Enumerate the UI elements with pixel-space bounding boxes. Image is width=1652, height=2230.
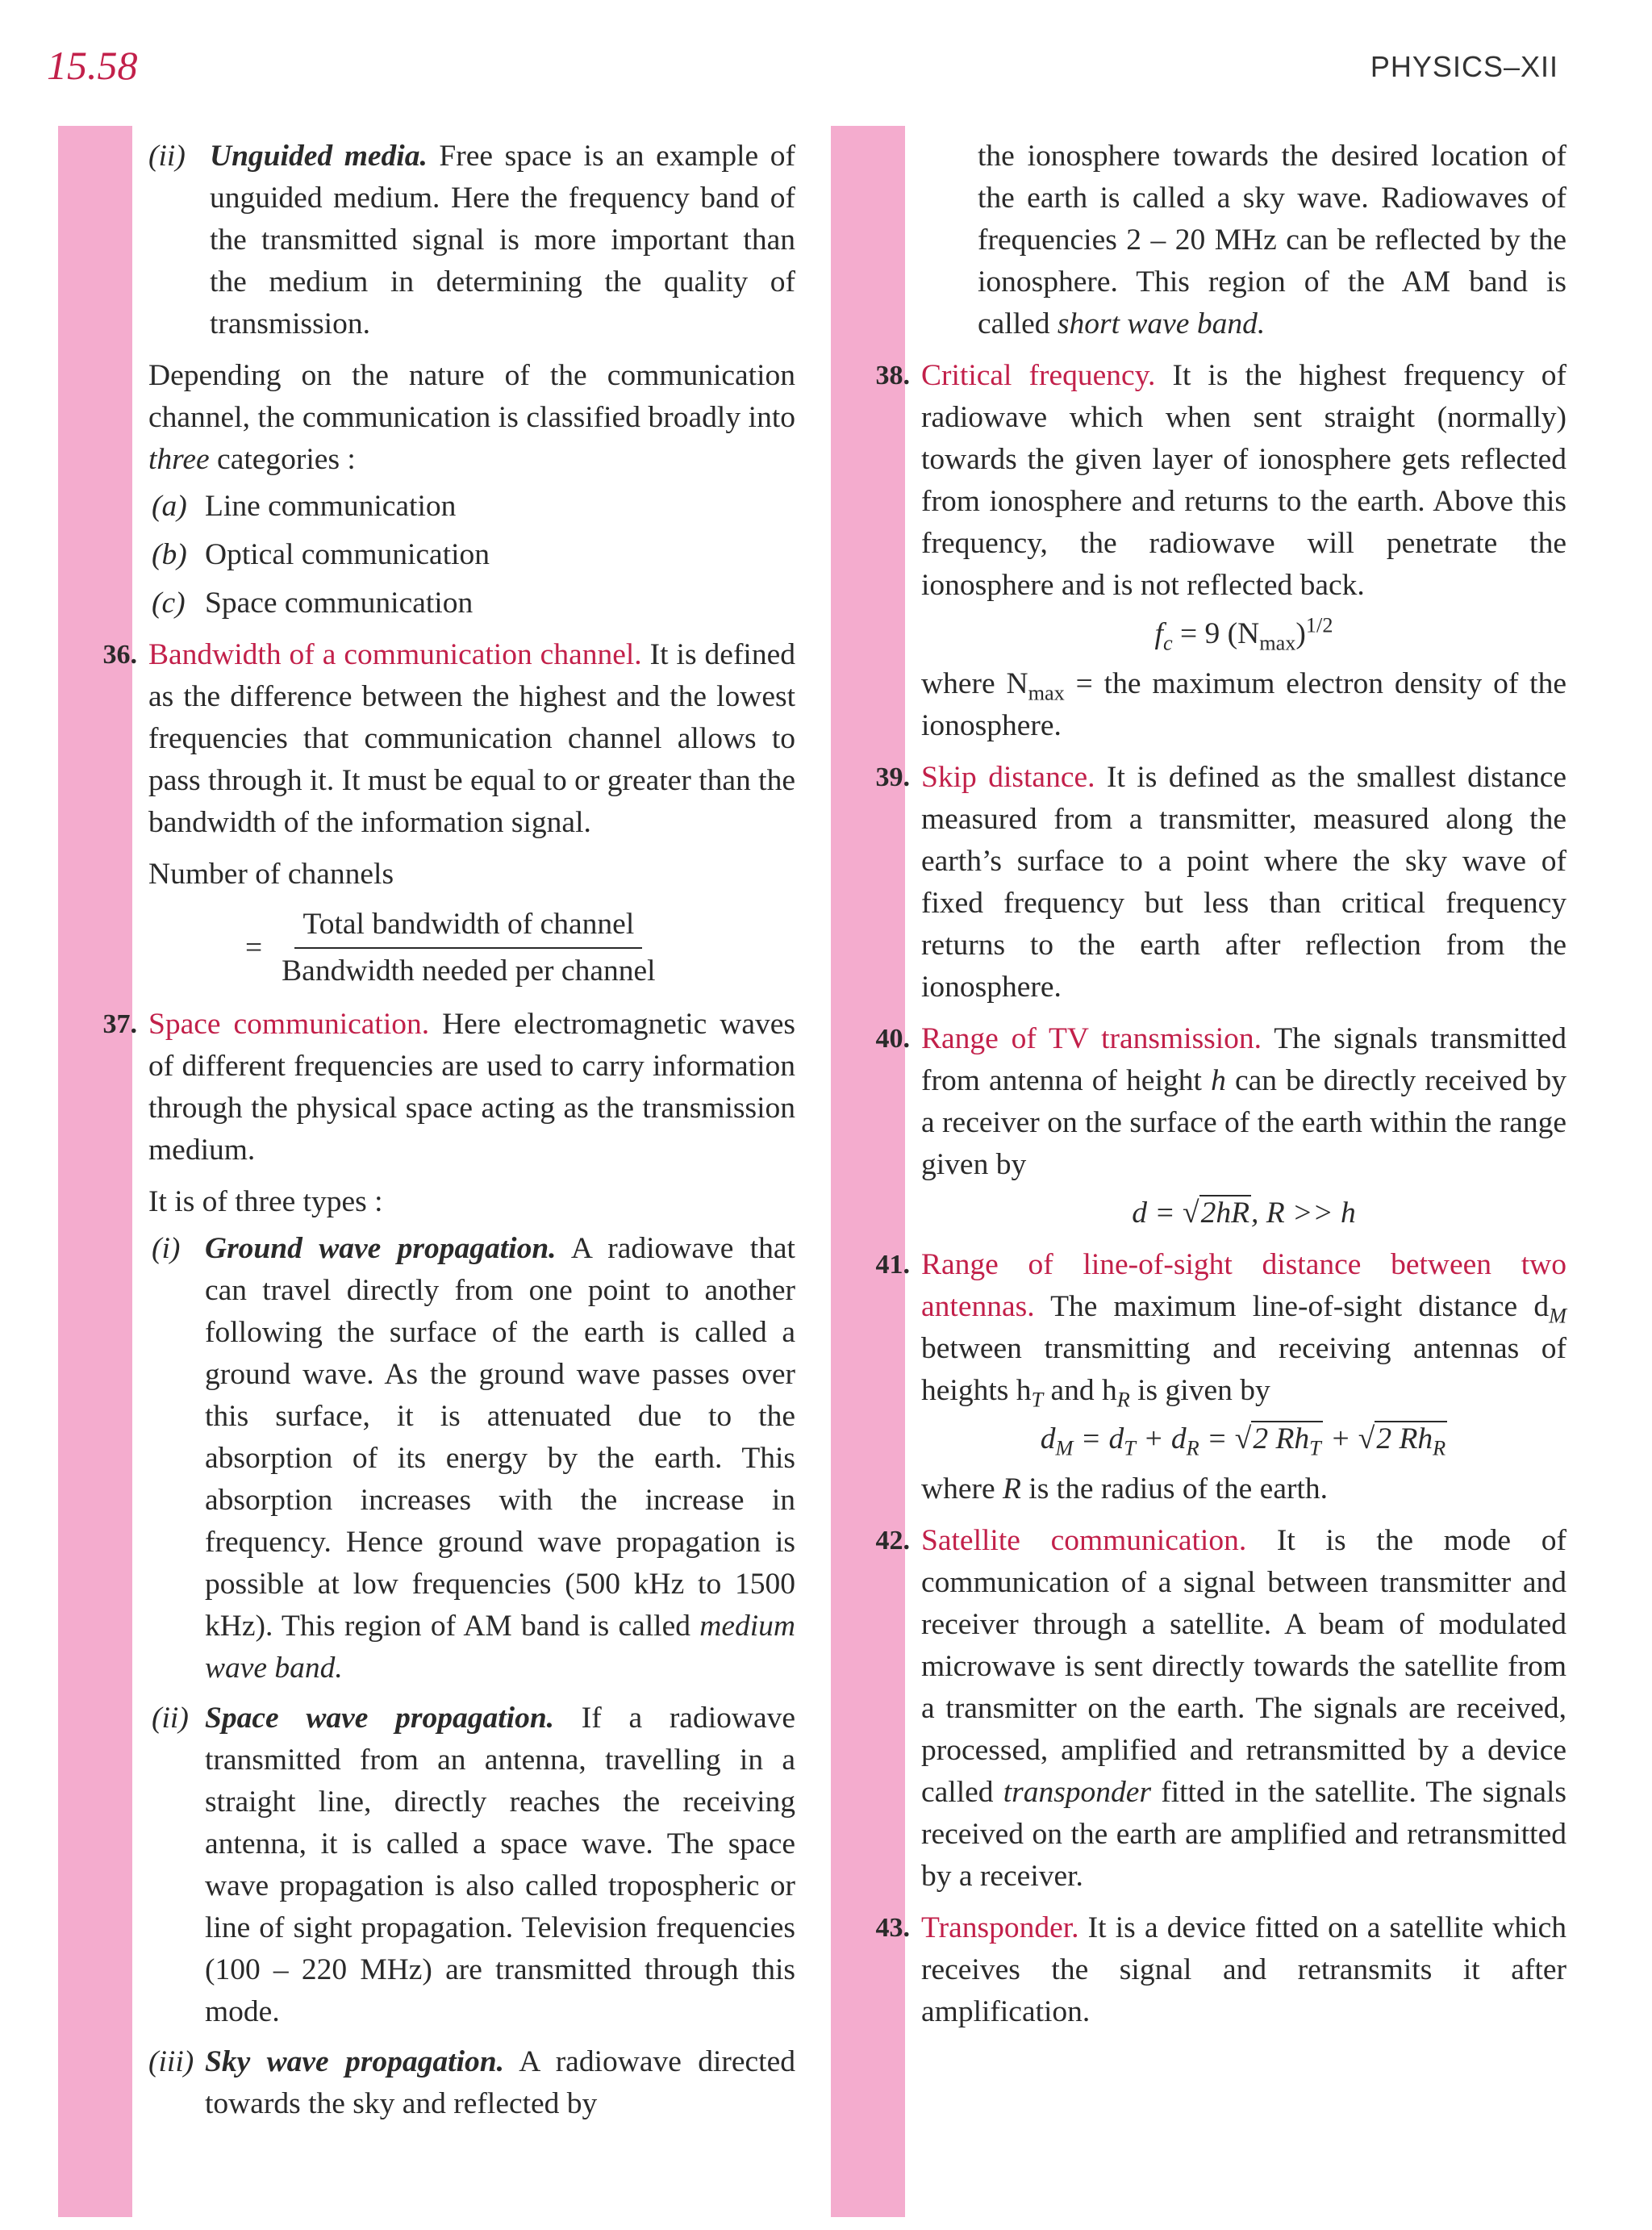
item-41	[875, 1244, 1566, 1510]
eq-subscript: max	[1028, 681, 1065, 705]
item-label: (ii)	[152, 1702, 189, 1735]
eq-text: = √	[1199, 1422, 1252, 1455]
item-42	[875, 1520, 1566, 1898]
page-number: 15.58	[47, 43, 138, 88]
item-36	[102, 634, 795, 992]
item-number: 39.	[875, 762, 910, 792]
categories-intro	[148, 355, 795, 481]
item-heading: Critical frequency.	[921, 359, 1156, 392]
where-text: is the radius of the earth.	[1020, 1472, 1328, 1505]
item-number: 42.	[875, 1526, 910, 1556]
item-37	[102, 1004, 795, 2125]
item-text: It is the highest frequency of radiowave which when sent straight (normally) towards the given layer of ionosphere gets reflected from ionosphere and returns to the earth. Above this frequency, the radiowave will penetrate the ionosphere and is not reflected back.	[921, 359, 1567, 602]
item-text: It is the mode of communication of a signal between transmitter and receiver through a satellite. A beam of modulated microwave is sent directly towards the satellite from a transmitter on the earth. The signals are received, processed, amplified and retransmitted by a device called	[921, 1524, 1566, 1809]
where-earth-radius	[921, 1468, 1566, 1510]
eq-subscript: R	[1186, 1436, 1199, 1460]
item-symbol: R	[1002, 1472, 1021, 1505]
sky-wave-continuation	[921, 136, 1566, 345]
item-symbol: h	[1211, 1064, 1226, 1097]
type-emphasis: medium wave band.	[205, 1610, 795, 1685]
item-heading: Range of TV transmission.	[921, 1022, 1262, 1055]
equals-sign: =	[245, 931, 263, 964]
eq-text: , R >> h	[1251, 1196, 1356, 1230]
critical-frequency-equation	[921, 613, 1566, 655]
type-text: A radiowave directed towards the sky and reflected by	[205, 2045, 795, 2120]
eq-radicand: 2hR	[1200, 1196, 1250, 1230]
item-text: fitted in the satellite. The signals received on the earth are amplified and retransmitted by a receiver.	[921, 1776, 1566, 1893]
fraction-denominator: Bandwidth needed per channel	[282, 954, 656, 988]
category-c	[148, 583, 795, 624]
item-number: 40.	[875, 1024, 910, 1054]
eq-subscript: T	[1309, 1436, 1321, 1460]
eq-subscript: T	[1124, 1436, 1136, 1460]
type-title: Space wave propagation.	[205, 1702, 555, 1735]
eq-subscript: R	[1116, 1388, 1130, 1412]
eq-text: = 9 (N	[1172, 617, 1260, 650]
left-margin-band	[58, 126, 132, 2217]
channels-label: Number of channels	[148, 858, 394, 891]
item-label: (i)	[152, 1232, 181, 1265]
where-text: = the maximum electron density of the ionosphere.	[921, 667, 1566, 742]
type-title: Sky wave propagation.	[205, 2045, 504, 2078]
item-heading: Space communication.	[148, 1008, 430, 1041]
unguided-media-text: Free space is an example of unguided medium. Here the frequency band of the transmitted signal is more important than the medium in determining the quality of transmission.	[210, 140, 796, 340]
item-number: 43.	[875, 1913, 910, 1943]
right-column	[875, 136, 1567, 2033]
intro-text: Depending on the nature of the communication channel, the communication is classified broadly into	[148, 359, 795, 434]
item-text: It is a device fitted on a satellite which receives the signal and retransmits it after amplification.	[921, 1911, 1566, 2028]
category-text: Line communication	[205, 490, 457, 523]
continuation-emphasis: short wave band.	[1057, 307, 1266, 340]
eq-text: = d	[1073, 1422, 1124, 1455]
types-intro: It is of three types :	[148, 1185, 383, 1218]
fraction-numerator: Total bandwidth of channel	[294, 904, 642, 949]
type-sky-wave	[148, 2041, 795, 2125]
left-column	[102, 136, 796, 2125]
category-text: Optical communication	[205, 538, 490, 571]
eq-subscript: max	[1259, 631, 1296, 655]
item-39	[875, 757, 1567, 1009]
tv-range-equation	[921, 1192, 1566, 1234]
eq-text: d	[1040, 1422, 1056, 1455]
eq-symbol: f	[1154, 617, 1163, 650]
eq-radicand-text: 2 Rh	[1253, 1422, 1310, 1455]
item-label: (iii)	[148, 2045, 194, 2078]
eq-text: + d	[1135, 1422, 1187, 1455]
type-space-wave	[148, 1698, 795, 2033]
item-40	[875, 1018, 1566, 1234]
eq-subscript: T	[1031, 1388, 1044, 1412]
item-label: (b)	[152, 538, 187, 571]
eq-text: d = √	[1132, 1196, 1199, 1230]
item-heading: Transponder.	[921, 1911, 1079, 1944]
eq-text: + √	[1322, 1422, 1375, 1455]
item-number: 41.	[875, 1250, 910, 1280]
category-text: Space communication	[205, 587, 473, 620]
line-of-sight-equation	[921, 1418, 1566, 1460]
eq-text: )	[1295, 617, 1306, 650]
channels-formula	[245, 904, 795, 992]
unguided-media-paragraph	[148, 136, 795, 345]
category-b	[148, 534, 795, 576]
eq-exponent: 1/2	[1305, 613, 1333, 637]
item-38	[875, 355, 1567, 747]
where-nmax	[921, 663, 1566, 747]
item-43	[875, 1907, 1566, 2033]
eq-subscript: c	[1162, 631, 1173, 655]
continuation-text: the ionosphere towards the desired location of the earth is called a sky wave. Radiowaves of frequencies 2 – 20 MHz can be reflected by the ionosphere. This region of the AM band is called	[978, 140, 1566, 340]
item-number: 37.	[102, 1009, 137, 1039]
item-number: 36.	[102, 640, 137, 670]
item-text: It is defined as the smallest distance measured from a transmitter, measured along the earth’s surface to a point where the sky wave of fixed frequency but less than critical frequency returns to the earth after reflection from the ionosphere.	[921, 761, 1567, 1004]
item-text: is given by	[1129, 1374, 1270, 1407]
type-text: If a radiowave transmitted from an antenna, travelling in a straight line, directly reaches the receiving antenna, it is called a space wave. The space wave propagation is also called tropospheric or line of sight propagation. Television frequencies (100 – 220 MHz) are transmitted through this mode.	[205, 1702, 795, 2028]
item-emphasis: transponder	[1003, 1776, 1152, 1809]
item-number: 38.	[875, 361, 910, 390]
item-label: (c)	[152, 587, 186, 620]
eq-subscript: M	[1055, 1436, 1074, 1460]
item-text: can be directly received by a receiver on the surface of the earth within the range given by	[921, 1064, 1566, 1181]
where-text: where	[921, 1472, 1003, 1505]
item-label: (ii)	[148, 140, 186, 173]
type-text: A radiowave that can travel directly from one point to another following the surface of the earth is called a ground wave. As the ground wave passes over this surface, it is attenuated due to the absorption of its energy by the earth. This absorption increases with the increase in frequency. Hence ground wave propagation is possible at low frequencies (500 kHz to 1500 kHz). This region of AM band is called	[205, 1232, 795, 1643]
eq-subscript: M	[1549, 1304, 1566, 1328]
eq-radicand	[1375, 1421, 1447, 1460]
eq-radicand-text: 2 Rh	[1376, 1422, 1433, 1455]
where-text: where N	[921, 667, 1028, 700]
eq-subscript: R	[1433, 1436, 1446, 1460]
item-text: The signals transmitted from antenna of height	[921, 1022, 1566, 1097]
item-text: It is defined as the difference between the highest and the lowest frequencies that communication channel allows to pass through it. It must be equal to or greater than the bandwidth of the information signal.	[148, 638, 795, 839]
item-heading: Range of line-of-sight distance between two antennas.	[921, 1248, 1566, 1323]
item-text: and h	[1043, 1374, 1117, 1407]
item-text: The maximum line-of-sight distance d	[1034, 1290, 1550, 1323]
fraction	[273, 904, 663, 992]
item-label: (a)	[152, 490, 187, 523]
intro-emphasis: three	[148, 443, 210, 476]
item-text: between transmitting and receiving antennas of heights h	[921, 1332, 1566, 1407]
category-a	[148, 486, 795, 528]
eq-radicand	[1251, 1421, 1322, 1460]
intro-text-end: categories :	[209, 443, 356, 476]
item-heading: Satellite communication.	[921, 1524, 1247, 1557]
unguided-media-title: Unguided media.	[210, 140, 428, 173]
item-heading: Bandwidth of a communication channel.	[148, 638, 642, 671]
right-margin-band	[831, 126, 905, 2217]
item-text: Here electromagnetic waves of different frequencies are used to carry information through the physical space acting as the transmission medium.	[148, 1008, 795, 1167]
running-head: PHYSICS–XII	[1370, 50, 1558, 83]
type-title: Ground wave propagation.	[205, 1232, 557, 1265]
type-ground-wave	[148, 1228, 795, 1689]
item-heading: Skip distance.	[921, 761, 1095, 794]
